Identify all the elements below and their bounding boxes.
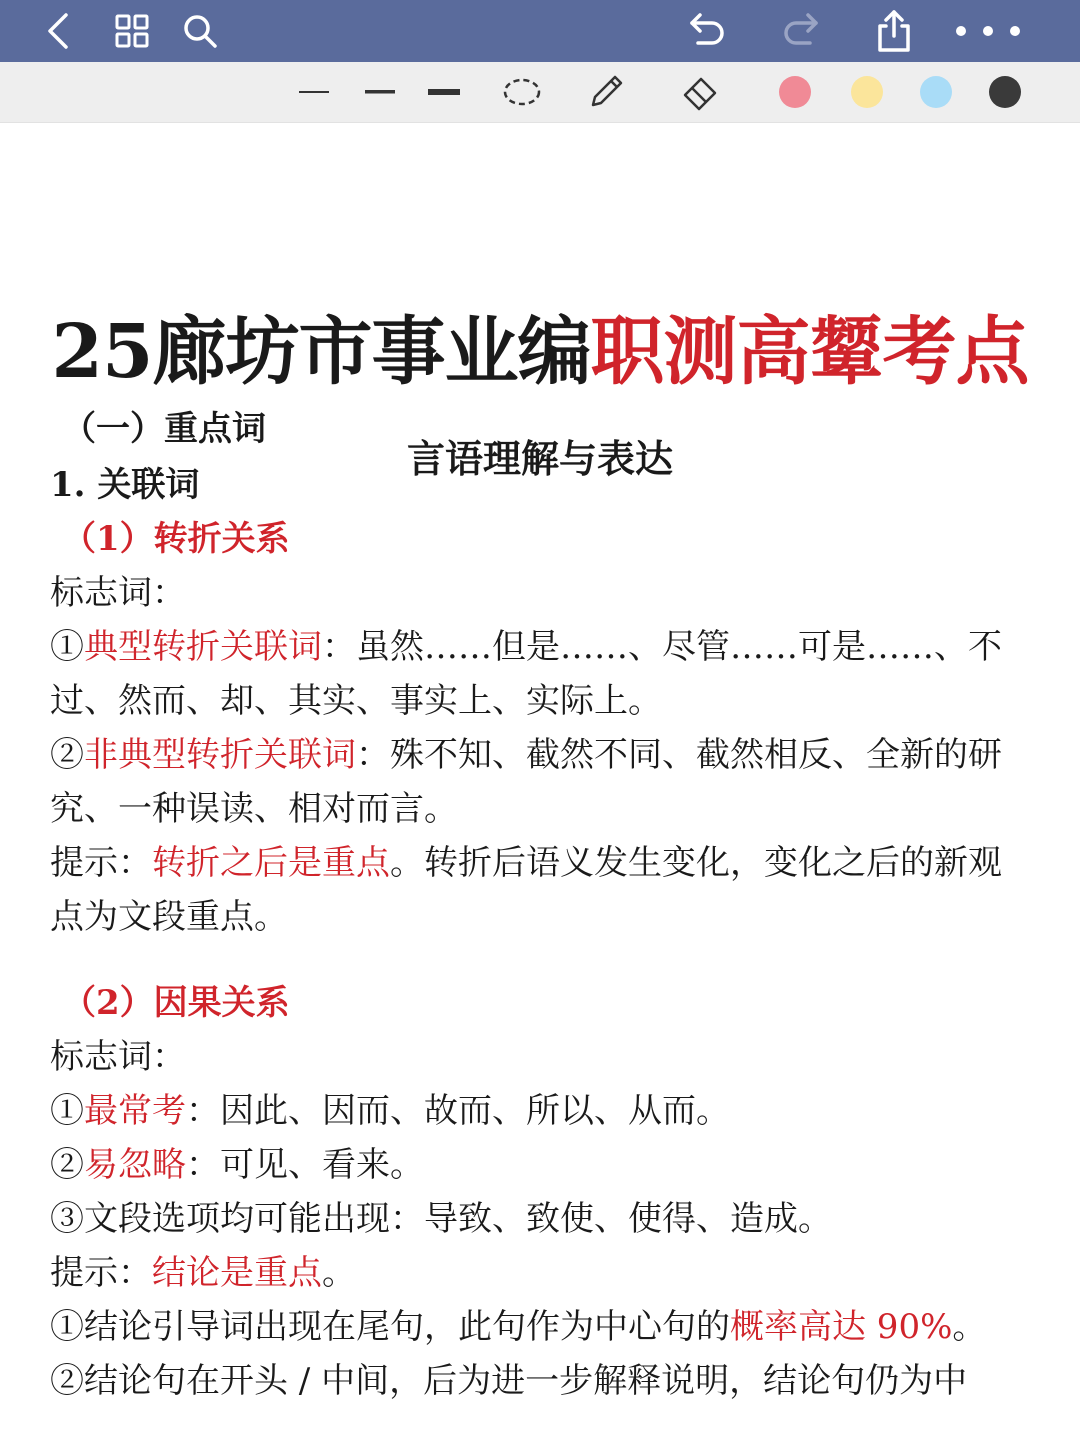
grid-icon[interactable]: [110, 0, 154, 62]
more-icon[interactable]: [948, 0, 1028, 62]
text: 。: [952, 1307, 987, 1347]
tip-prefix: 提示：: [50, 843, 152, 883]
text-line: 究、一种误读、相对而言。: [50, 789, 458, 829]
text: ：因此、因而、故而、所以、从而。: [186, 1091, 730, 1131]
prefix: ①: [50, 627, 84, 667]
share-icon[interactable]: [870, 0, 918, 62]
text: ：可见、看来。: [186, 1145, 424, 1185]
drawing-toolbar: [0, 62, 1080, 123]
color-dot: [779, 76, 811, 108]
text: ：虽然……但是……、尽管……可是……、不: [322, 627, 1002, 667]
marker-label: 标志词：: [50, 1037, 186, 1077]
emphasis: 典型转折关联词: [84, 627, 322, 667]
lasso-icon[interactable]: [500, 62, 544, 122]
color-dot: [989, 76, 1021, 108]
text-line: [50, 733, 1002, 777]
emphasis: 非典型转折关联词: [84, 735, 356, 775]
text: 。转折后语义发生变化，变化之后的新观: [390, 843, 1002, 883]
page-title: [0, 293, 1080, 399]
text: 。: [322, 1253, 356, 1293]
color-black-swatch[interactable]: [988, 62, 1022, 122]
sub-heading-cause: （2）因果关系: [62, 983, 290, 1023]
pencil-icon[interactable]: [584, 62, 628, 122]
prefix: ①: [50, 1091, 84, 1131]
text-line: ③文段选项均可能出现：导致、致使、使得、造成。: [50, 1199, 832, 1239]
marker-label: 标志词：: [50, 573, 186, 613]
prefix: ②: [50, 735, 84, 775]
text: ：殊不知、截然不同、截然相反、全新的研: [356, 735, 1002, 775]
redo-icon[interactable]: [776, 0, 824, 62]
eraser-icon[interactable]: [678, 62, 724, 122]
sub-heading-transition: （1）转折关系: [62, 519, 290, 559]
text-line: [50, 1305, 986, 1349]
back-icon[interactable]: [36, 0, 80, 62]
line-medium-icon[interactable]: [362, 62, 398, 122]
text-line: [50, 1089, 730, 1133]
text: ①结论引导词出现在尾句，此句作为中心句的: [50, 1307, 730, 1347]
tip-prefix: 提示：: [50, 1253, 152, 1293]
title-black: 25廊坊市事业编: [51, 309, 591, 395]
tip-line: [50, 1251, 356, 1295]
color-blue-swatch[interactable]: [919, 62, 953, 122]
text-line: [50, 625, 1002, 669]
text-line: 点为文段重点。: [50, 897, 288, 937]
emphasis: 易忽略: [84, 1145, 186, 1185]
tip-line: [50, 841, 1002, 885]
color-dot: [920, 76, 952, 108]
prefix: ②: [50, 1145, 84, 1185]
text-line: [50, 1143, 424, 1187]
color-dot: [851, 76, 883, 108]
text-line: 过、然而、却、其实、事实上、实际上。: [50, 681, 662, 721]
emphasis: 转折之后是重点: [152, 843, 390, 883]
top-bar: [0, 0, 1080, 62]
emphasis: 结论是重点: [152, 1253, 322, 1293]
line-thin-icon[interactable]: [296, 62, 332, 122]
item-label: 1. 关联词: [50, 465, 200, 505]
line-thick-icon[interactable]: [426, 62, 462, 122]
color-yellow-swatch[interactable]: [850, 62, 884, 122]
emphasis: 最常考: [84, 1091, 186, 1131]
undo-icon[interactable]: [684, 0, 732, 62]
text-line: ②结论句在开头 / 中间，后为进一步解释说明，结论句仍为中: [50, 1361, 968, 1401]
section-heading: 言语理解与表达: [406, 436, 673, 481]
color-pink-swatch[interactable]: [778, 62, 812, 122]
section-label: （一）重点词: [62, 409, 266, 449]
emphasis: 概率高达 90%: [730, 1307, 953, 1347]
search-icon[interactable]: [178, 0, 222, 62]
title-red: 职测高颦考点: [590, 309, 1029, 395]
